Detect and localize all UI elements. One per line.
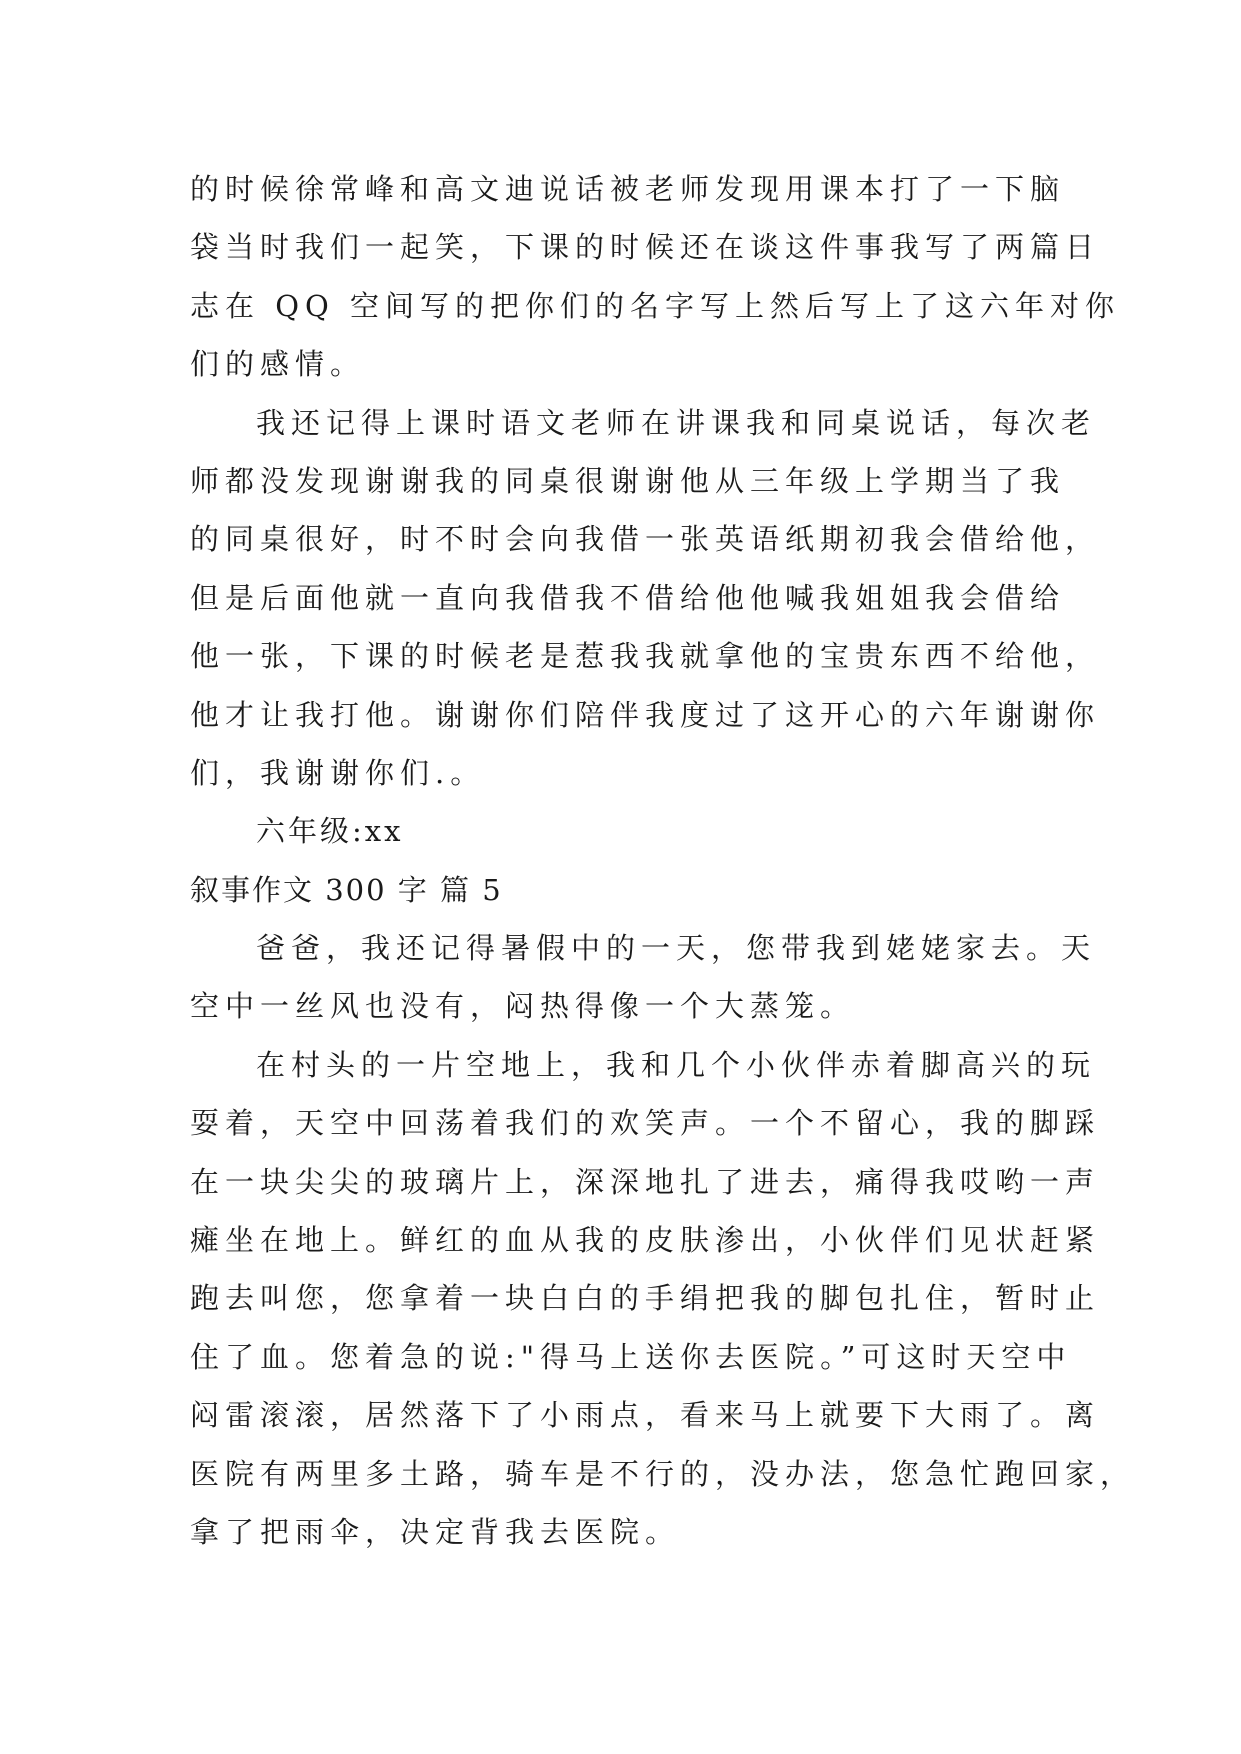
text-line: 们的感情。: [190, 347, 366, 382]
text-line: 住了血。您着急的说:"得马上送你去医院。”可这时天空中: [190, 1339, 1072, 1374]
text-line: 在村头的一片空地上，我和几个小伙伴赤着脚高兴的玩: [256, 1047, 1097, 1082]
text-line: 医院有两里多土路，骑车是不行的，没办法，您急忙跑回家，: [190, 1456, 1136, 1491]
text-line: 他一张，下课的时候老是惹我我就拿他的宝贵东西不给他，: [190, 639, 1101, 674]
text-line: 的时候徐常峰和高文迪说话被老师发现用课本打了一下脑: [190, 172, 1066, 206]
text-line: 的同桌很好，时不时会向我借一张英语纸期初我会借给他，: [190, 522, 1101, 557]
text-line: 爸爸，我还记得暑假中的一天，您带我到姥姥家去。天: [256, 931, 1097, 966]
text-line: 们，我谢谢你们.。: [190, 755, 486, 790]
text-line: 他才让我打他。谢谢你们陪伴我度过了这开心的六年谢谢你: [190, 697, 1101, 732]
text-line: 在一块尖尖的玻璃片上，深深地扎了进去，痛得我哎哟一声: [190, 1164, 1101, 1199]
paragraph: [190, 919, 1097, 1036]
paragraph: [190, 394, 1101, 803]
paragraph-continuation: [190, 160, 1120, 394]
text-line: 志在 QQ 空间写的把你们的名字写上然后写上了这六年对你: [190, 288, 1120, 323]
signature: 六年级:xx: [256, 814, 404, 849]
text-line: 跑去叫您，您拿着一块白白的手绢把我的脚包扎住，暂时止: [190, 1281, 1101, 1316]
section-title: 叙事作文 300 字 篇 5: [190, 872, 503, 907]
text-line: 空中一丝风也没有，闷热得像一个大蒸笼。: [190, 989, 856, 1024]
paragraph: [190, 1036, 1136, 1562]
text-line: 师都没发现谢谢我的同桌很谢谢他从三年级上学期当了我: [190, 463, 1066, 498]
text-line: 袋当时我们一起笑，下课的时候还在谈这件事我写了两篇日: [190, 230, 1101, 265]
text-line: 我还记得上课时语文老师在讲课我和同桌说话，每次老: [256, 405, 1097, 440]
text-line: 拿了把雨伞，决定背我去医院。: [190, 1514, 681, 1549]
text-line: 瘫坐在地上。鲜红的血从我的皮肤渗出，小伙伴们见状赶紧: [190, 1223, 1101, 1258]
text-line: 耍着，天空中回荡着我们的欢笑声。一个不留心，我的脚踩: [190, 1106, 1101, 1141]
document-body: [190, 160, 1136, 1561]
text-line: 闷雷滚滚，居然落下了小雨点，看来马上就要下大雨了。离: [190, 1398, 1101, 1433]
text-line: 但是后面他就一直向我借我不借给他他喊我姐姐我会借给: [190, 580, 1066, 615]
